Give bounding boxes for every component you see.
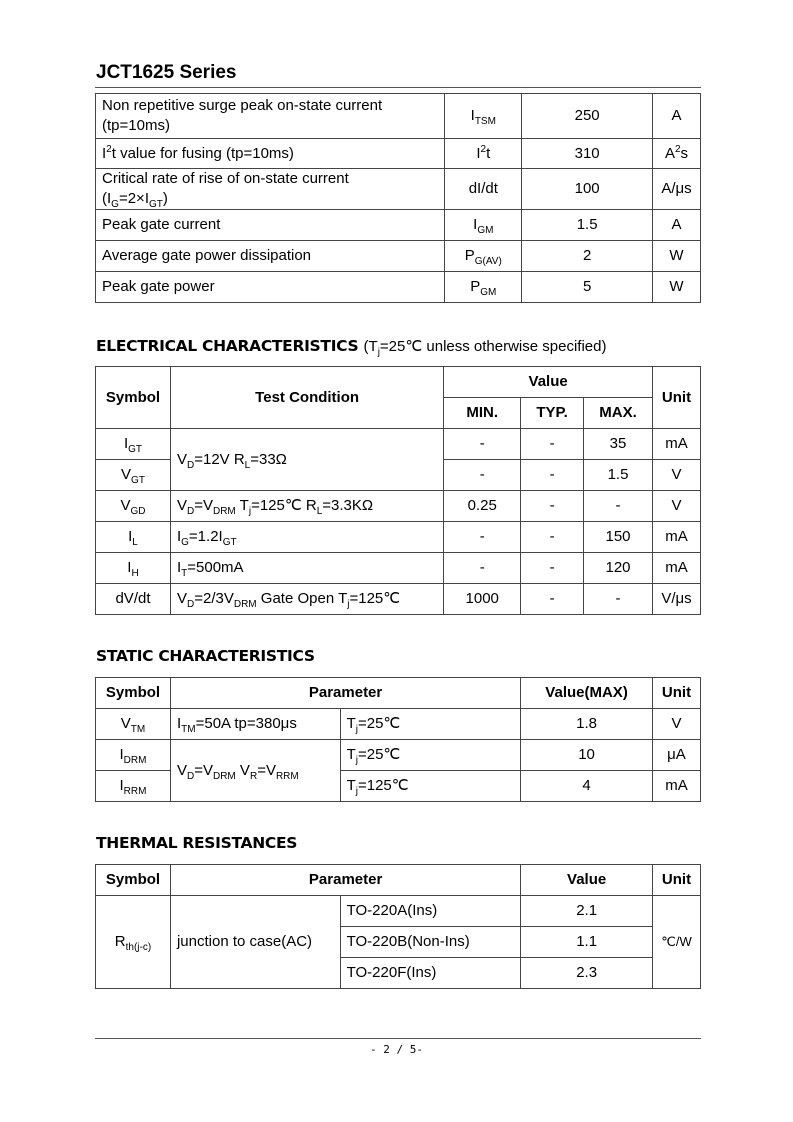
- condition-cell: $V_D=2/3V_{DRM}$ Gate Open $T_j=125℃$: [170, 584, 443, 615]
- min-cell: -: [444, 460, 521, 491]
- condition-cell: $I_T=500mA$: [170, 553, 443, 584]
- header-row: [96, 678, 701, 709]
- col-header-value: Value: [444, 367, 653, 398]
- header-row: [96, 367, 701, 398]
- symbol-cell: $I_{RRM}$: [96, 771, 171, 802]
- unit-cell: W: [653, 272, 701, 303]
- section-title-static: STATIC CHARACTERISTICS: [96, 647, 315, 665]
- min-cell: -: [444, 553, 521, 584]
- max-cell: 35: [584, 429, 653, 460]
- param-cell: Critical rate of rise of on-state current $(I_G=2\times I_{GT})$: [96, 169, 445, 210]
- typ-cell: -: [521, 460, 584, 491]
- table-row: [96, 553, 701, 584]
- value-cell: 100: [522, 169, 653, 210]
- unit-cell: μA: [652, 740, 700, 771]
- electrical-table: [95, 366, 701, 615]
- unit-cell: A: [653, 94, 701, 139]
- unit-cell: V/μs: [652, 584, 700, 615]
- condition-cell: $V_D=12V$ $R_L=33\Omega$: [170, 429, 443, 491]
- table-row: [96, 139, 701, 169]
- temperature-cell: $T_j=25℃$: [340, 709, 521, 740]
- col-header-value: Value(MAX): [521, 678, 653, 709]
- static-table: [95, 677, 701, 802]
- unit-cell: ℃/W: [652, 896, 700, 989]
- value-cell: 1.1: [521, 927, 653, 958]
- col-header-unit: Unit: [652, 865, 700, 896]
- value-cell: 2: [522, 241, 653, 272]
- condition-cell: $I_{TM}=50A$ tp=380μs: [170, 709, 340, 740]
- section-title-thermal: THERMAL RESISTANCES: [96, 834, 298, 852]
- table-row: [96, 272, 701, 303]
- param-cell: $I^2t$ value for fusing (tp=10ms): [96, 139, 445, 169]
- table-row: [96, 491, 701, 522]
- table-row: [96, 522, 701, 553]
- value-cell: 310: [522, 139, 653, 169]
- param-cell: Average gate power dissipation: [96, 241, 445, 272]
- col-header-condition: Test Condition: [170, 367, 443, 429]
- min-cell: -: [444, 429, 521, 460]
- value-cell: 1.5: [522, 210, 653, 241]
- param-cell: Peak gate power: [96, 272, 445, 303]
- col-header-unit: Unit: [652, 367, 700, 429]
- symbol-cell: dV/dt: [96, 584, 171, 615]
- symbol-cell: $I_H$: [96, 553, 171, 584]
- value-cell: 1.8: [521, 709, 653, 740]
- temperature-cell: $T_j=25℃$: [340, 740, 521, 771]
- min-cell: -: [444, 522, 521, 553]
- unit-cell: A: [653, 210, 701, 241]
- unit-cell: V: [652, 709, 700, 740]
- symbol-cell: $V_{TM}$: [96, 709, 171, 740]
- param-cell: Non repetitive surge peak on-state current (tp=10ms): [96, 94, 445, 139]
- symbol-cell: $R_{th(j-c)}$: [96, 896, 171, 989]
- unit-cell: V: [652, 460, 700, 491]
- package-cell: TO-220B(Non-Ins): [340, 927, 521, 958]
- typ-cell: -: [521, 522, 584, 553]
- col-header-symbol: Symbol: [96, 865, 171, 896]
- typ-cell: -: [521, 553, 584, 584]
- symbol-cell: $P_{GM}$: [445, 272, 522, 303]
- condition-cell: $V_D=V_{DRM}$ $T_j=125℃$ $R_L=3.3K\Omega$: [170, 491, 443, 522]
- unit-cell: mA: [652, 522, 700, 553]
- symbol-cell: $P_{G(AV)}$: [445, 241, 522, 272]
- min-cell: 0.25: [444, 491, 521, 522]
- section-title-electrical: ELECTRICAL CHARACTERISTICS ($T_j=25℃$ unless otherwise specified): [96, 337, 607, 358]
- symbol-cell: $I_L$: [96, 522, 171, 553]
- value-cell: 10: [521, 740, 653, 771]
- section-note: ($T_j=25℃$ unless otherwise specified): [363, 338, 607, 358]
- table-row: [96, 210, 701, 241]
- typ-cell: -: [521, 429, 584, 460]
- unit-cell: $A^2s$: [653, 139, 701, 169]
- symbol-cell: $I_{GT}$: [96, 429, 171, 460]
- parameter-cell: junction to case(AC): [170, 896, 340, 989]
- temperature-cell: $T_j=125℃$: [340, 771, 521, 802]
- col-header-max: MAX.: [584, 398, 653, 429]
- col-header-parameter: Parameter: [170, 865, 520, 896]
- col-header-parameter: Parameter: [170, 678, 520, 709]
- symbol-cell: $V_{GT}$: [96, 460, 171, 491]
- symbol-cell: $I_{GM}$: [445, 210, 522, 241]
- table-row: [96, 429, 701, 460]
- typ-cell: -: [521, 491, 584, 522]
- unit-cell: V: [652, 491, 700, 522]
- col-header-symbol: Symbol: [96, 678, 171, 709]
- col-header-unit: Unit: [652, 678, 700, 709]
- value-cell: 2.3: [521, 958, 653, 989]
- page-number: - 2 / 5-: [370, 1043, 423, 1056]
- package-cell: TO-220A(Ins): [340, 896, 521, 927]
- symbol-cell: $I^2t$: [445, 139, 522, 169]
- col-header-typ: TYP.: [521, 398, 584, 429]
- package-cell: TO-220F(Ins): [340, 958, 521, 989]
- table-row: [96, 584, 701, 615]
- header-divider: [95, 87, 701, 88]
- unit-cell: mA: [652, 771, 700, 802]
- symbol-cell: $V_{GD}$: [96, 491, 171, 522]
- value-cell: 5: [522, 272, 653, 303]
- max-cell: -: [584, 584, 653, 615]
- col-header-min: MIN.: [444, 398, 521, 429]
- col-header-symbol: Symbol: [96, 367, 171, 429]
- table-row: [96, 241, 701, 272]
- value-cell: 2.1: [521, 896, 653, 927]
- unit-cell: A/μs: [653, 169, 701, 210]
- condition-cell: $I_G=1.2I_{GT}$: [170, 522, 443, 553]
- col-header-value: Value: [521, 865, 653, 896]
- unit-cell: mA: [652, 429, 700, 460]
- footer-divider: [95, 1038, 701, 1039]
- symbol-cell: $I_{DRM}$: [96, 740, 171, 771]
- typ-cell: -: [521, 584, 584, 615]
- document-title: JCT1625 Series: [96, 62, 237, 83]
- table-row: [96, 94, 701, 139]
- unit-cell: W: [653, 241, 701, 272]
- symbol-cell: dI/dt: [445, 169, 522, 210]
- condition-cell: $V_D=V_{DRM}$ $V_R=V_{RRM}$: [170, 740, 340, 802]
- min-cell: 1000: [444, 584, 521, 615]
- value-cell: 4: [521, 771, 653, 802]
- header-row: [96, 865, 701, 896]
- param-cell: Peak gate current: [96, 210, 445, 241]
- unit-cell: mA: [652, 553, 700, 584]
- max-cell: 120: [584, 553, 653, 584]
- value-cell: 250: [522, 94, 653, 139]
- table-row: [96, 740, 701, 771]
- table-row: [96, 709, 701, 740]
- thermal-table: [95, 864, 701, 989]
- max-cell: 150: [584, 522, 653, 553]
- table-row: [96, 896, 701, 927]
- table-row: [96, 169, 701, 210]
- max-cell: -: [584, 491, 653, 522]
- max-cell: 1.5: [584, 460, 653, 491]
- ratings-table: [95, 93, 701, 303]
- symbol-cell: $I_{TSM}$: [445, 94, 522, 139]
